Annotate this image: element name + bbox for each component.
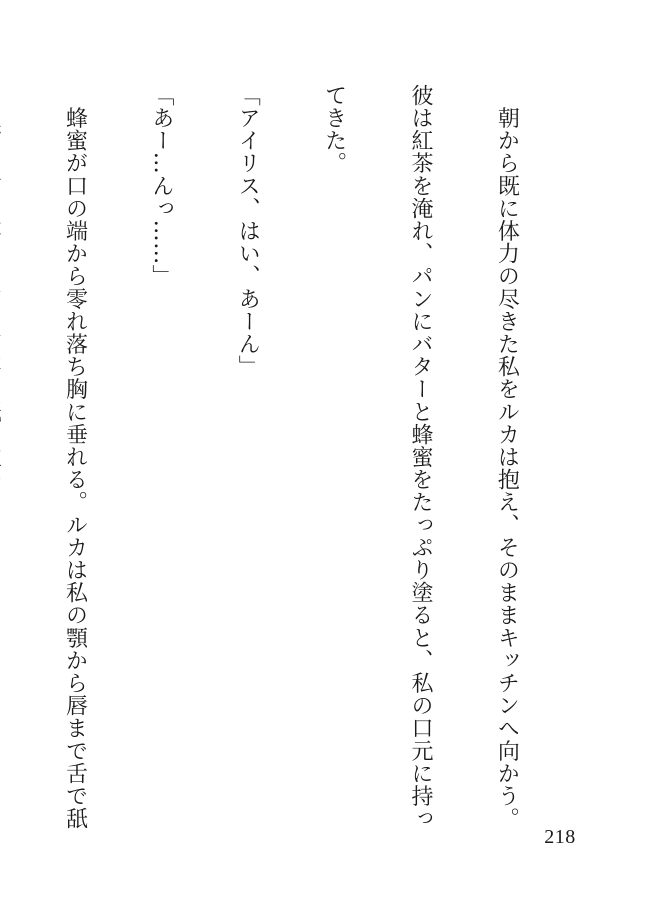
vertical-body-text	[62, 84, 578, 830]
text-line: 「アイリス、はい、あーん」	[235, 84, 261, 378]
text-line	[0, 84, 2, 814]
text-line: 「あー…んっ……」	[148, 84, 174, 288]
text-line: てきた。	[321, 84, 347, 175]
page-number: 218	[544, 826, 576, 848]
text-line: 彼は紅茶を淹れ、パンにバターと蜂蜜をたっぷり塗ると、私の口元に持っ	[408, 84, 434, 830]
text-line: 蜂蜜が口の端から零れ落ち胸に垂れる。ルカは私の顎から唇まで舌で舐	[62, 84, 88, 830]
text-line: 朝から既に体力の尽きた私をルカは抱え、そのままキッチンへ向かう。	[494, 84, 520, 830]
